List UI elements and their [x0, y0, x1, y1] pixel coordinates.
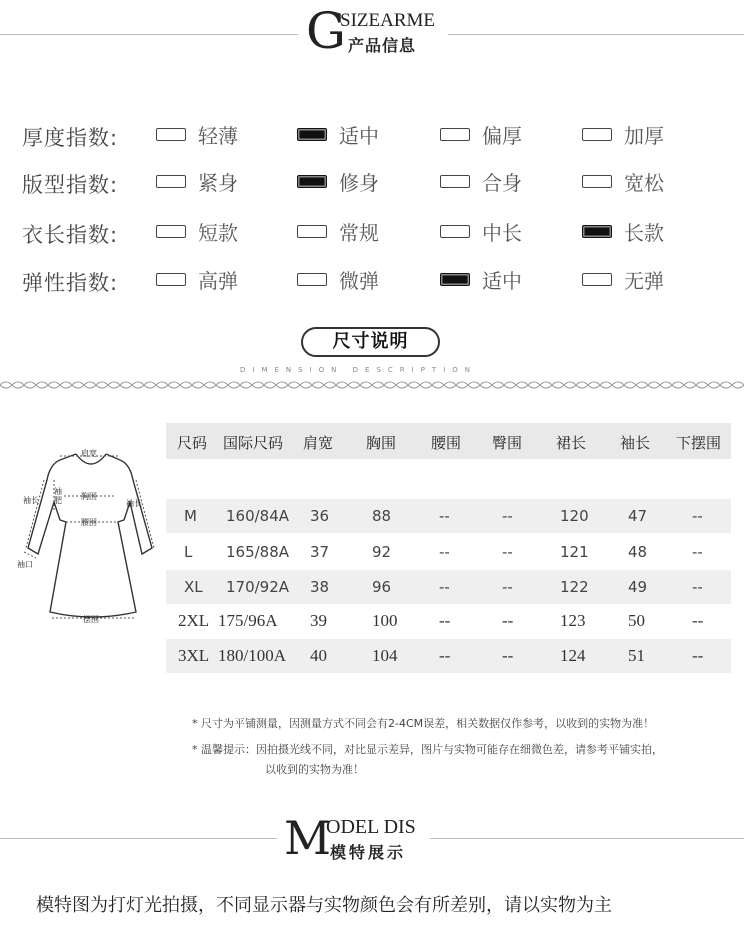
- size-table-cell: 36: [310, 507, 330, 525]
- diagram-label-hem: 摆围: [83, 615, 99, 624]
- diagram-label-chest: 胸围: [81, 492, 97, 501]
- unchecked-box-icon: [582, 128, 612, 141]
- checked-box-icon: [297, 175, 327, 188]
- size-table-cell: 96: [372, 578, 392, 596]
- size-table-cell: XL: [184, 578, 203, 596]
- index-option: [156, 218, 238, 244]
- size-table-cell: 50: [628, 611, 645, 630]
- index-option: [297, 218, 379, 244]
- size-table-cell: 123: [560, 611, 586, 630]
- note-color: * 温馨提示：因拍摄光线不同，对比显示差异，图片与实物可能存在细微色差，请参考平铺实拍，: [192, 743, 663, 756]
- dress-diagram: [14, 440, 164, 630]
- size-table-cell: 100: [372, 611, 398, 630]
- model-divider-left: [0, 838, 277, 839]
- index-option-label: 中长: [482, 220, 522, 245]
- size-table-header-cell: 肩宽: [303, 434, 334, 452]
- diagram-label-sleeve-left: 袖长: [23, 496, 39, 505]
- size-table-cell: 51: [628, 646, 645, 665]
- size-table-cell: 2XL: [178, 611, 210, 630]
- header-title: 产品信息: [348, 36, 417, 55]
- size-table-cell: --: [692, 507, 703, 525]
- index-label: 厚度指数:: [22, 126, 119, 150]
- size-table-cell: --: [502, 507, 513, 525]
- index-option: [156, 168, 238, 194]
- model-letter: M: [284, 811, 332, 865]
- size-table-cell: 120: [560, 507, 589, 525]
- size-table-header-cell: 腰围: [431, 434, 462, 452]
- note-measurement: * 尺寸为平铺测量，因测量方式不同会有2-4CM误差，相关数据仅作参考，以收到的实物为准！: [192, 717, 655, 730]
- index-option: [156, 121, 238, 147]
- size-table-cell: 88: [372, 507, 392, 525]
- index-option: [440, 121, 522, 147]
- size-table-cell: 38: [310, 578, 330, 596]
- index-option-label: 短款: [198, 220, 238, 245]
- index-option: [297, 266, 379, 292]
- index-label: 衣长指数:: [22, 223, 119, 247]
- size-table-cell: --: [439, 578, 450, 596]
- index-option-label: 宽松: [624, 170, 664, 195]
- size-table-cell: 175/96A: [218, 611, 278, 630]
- size-section-title: 尺寸说明: [301, 327, 440, 357]
- model-title-cn: 模特展示: [330, 843, 407, 862]
- size-table-cell: 160/84A: [226, 507, 290, 525]
- index-option-label: 适中: [339, 123, 379, 148]
- header-letter: G: [306, 2, 346, 60]
- size-table-cell: 92: [372, 543, 392, 561]
- model-title-en: ODEL DIS: [326, 816, 416, 838]
- size-table-cell: 180/100A: [218, 646, 286, 665]
- size-table-cell: M: [184, 507, 197, 525]
- index-option: [582, 218, 664, 244]
- index-option-label: 修身: [339, 170, 379, 195]
- header-divider-left: [0, 34, 298, 35]
- size-table-cell: 47: [628, 507, 648, 525]
- size-table-cell: 40: [310, 646, 327, 665]
- size-table-cell: 124: [560, 646, 586, 665]
- size-table-cell: 165/88A: [226, 543, 290, 561]
- header-brand: SIZEARME: [340, 10, 435, 31]
- size-table-header-cell: 国际尺码: [223, 434, 284, 452]
- size-table-cell: 121: [560, 543, 589, 561]
- unchecked-box-icon: [440, 128, 470, 141]
- header-divider-right: [448, 34, 744, 35]
- index-option: [440, 266, 522, 292]
- size-table-header-cell: 裙长: [556, 434, 587, 452]
- unchecked-box-icon: [156, 175, 186, 188]
- size-table-header-cell: 胸围: [366, 434, 397, 452]
- size-table-cell: --: [439, 611, 451, 630]
- unchecked-box-icon: [440, 175, 470, 188]
- size-table-header-cell: 臀围: [492, 434, 523, 452]
- index-option: [440, 218, 522, 244]
- size-table-header-cell: 尺码: [177, 434, 208, 452]
- index-option: [582, 121, 664, 147]
- checked-box-icon: [582, 225, 612, 238]
- size-table-cell: 49: [628, 578, 648, 596]
- index-option-label: 微弹: [339, 268, 379, 293]
- index-option: [582, 168, 664, 194]
- diagram-label-cuff: 袖口: [17, 560, 33, 569]
- size-section-subtitle: DIMENSION DESCRIPTION: [240, 366, 478, 374]
- diagram-label-sleeve-right: 袖长: [126, 499, 142, 508]
- model-divider-right: [430, 838, 744, 839]
- index-label: 版型指数:: [22, 173, 119, 197]
- checked-box-icon: [440, 273, 470, 286]
- size-table-cell: --: [502, 646, 514, 665]
- index-option-label: 高弹: [198, 268, 238, 293]
- index-option-label: 偏厚: [482, 123, 522, 148]
- size-table-cell: --: [439, 507, 450, 525]
- size-table-cell: --: [692, 543, 703, 561]
- index-option: [440, 168, 522, 194]
- index-option: [156, 266, 238, 292]
- wave-divider: [0, 378, 744, 392]
- checked-box-icon: [297, 128, 327, 141]
- size-table-cell: --: [502, 611, 514, 630]
- size-table-header-cell: 下摆围: [676, 434, 722, 452]
- model-description: 模特图为打灯光拍摄，不同显示器与实物颜色会有所差别，请以实物为主: [36, 895, 612, 916]
- index-option-label: 适中: [482, 268, 522, 293]
- index-option-label: 无弹: [624, 268, 664, 293]
- index-option-label: 合身: [482, 170, 522, 195]
- diagram-label-shoulder: 肩宽: [81, 449, 97, 458]
- index-option-label: 紧身: [198, 170, 238, 195]
- size-table-cell: --: [692, 611, 704, 630]
- size-table-cell: 37: [310, 543, 330, 561]
- size-table-cell: 104: [372, 646, 398, 665]
- size-table-cell: 3XL: [178, 646, 210, 665]
- size-table-cell: --: [502, 578, 513, 596]
- note-color-cont: 以收到的实物为准！: [265, 763, 364, 776]
- size-table-cell: --: [692, 578, 703, 596]
- unchecked-box-icon: [156, 273, 186, 286]
- diagram-label-armhole: 袖肥: [54, 487, 62, 505]
- size-table-cell: --: [502, 543, 513, 561]
- index-option-label: 加厚: [624, 123, 664, 148]
- size-table-cell: 170/92A: [226, 578, 290, 596]
- size-table-header-cell: 袖长: [620, 434, 651, 452]
- index-option-label: 常规: [339, 220, 379, 245]
- index-option: [297, 121, 379, 147]
- index-option: [582, 266, 664, 292]
- unchecked-box-icon: [297, 273, 327, 286]
- size-table-cell: --: [439, 646, 451, 665]
- unchecked-box-icon: [297, 225, 327, 238]
- index-option-label: 轻薄: [198, 123, 238, 148]
- unchecked-box-icon: [156, 128, 186, 141]
- size-table-cell: --: [692, 646, 704, 665]
- size-table-cell: 48: [628, 543, 648, 561]
- size-table-cell: 122: [560, 578, 589, 596]
- diagram-label-waist: 腰围: [81, 518, 97, 527]
- unchecked-box-icon: [440, 225, 470, 238]
- index-option: [297, 168, 379, 194]
- unchecked-box-icon: [156, 225, 186, 238]
- unchecked-box-icon: [582, 175, 612, 188]
- size-table-cell: L: [184, 543, 193, 561]
- size-table-cell: --: [439, 543, 450, 561]
- unchecked-box-icon: [582, 273, 612, 286]
- index-label: 弹性指数:: [22, 271, 119, 295]
- size-table-cell: 39: [310, 611, 327, 630]
- index-option-label: 长款: [624, 220, 664, 245]
